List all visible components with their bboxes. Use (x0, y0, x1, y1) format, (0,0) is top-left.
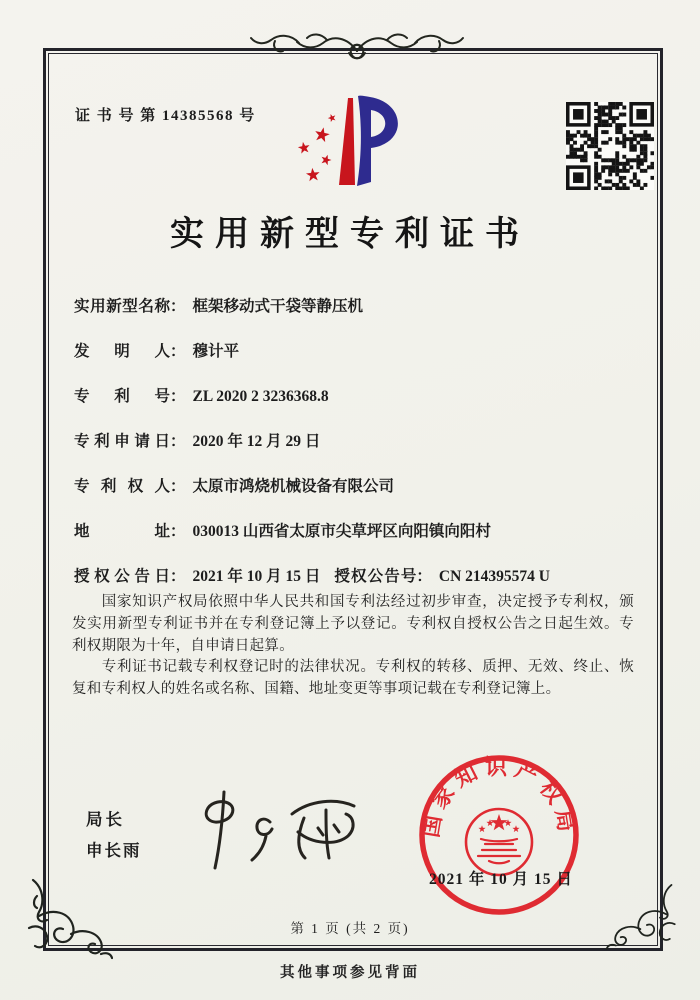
field-list (74, 294, 630, 609)
field-grant-date (74, 564, 320, 586)
field-label: 授权公告号 (334, 568, 417, 585)
field-colon: ： (170, 343, 186, 360)
field-row-patentee (74, 474, 630, 494)
certificate-title: 实用新型专利证书 (170, 216, 530, 253)
field-label: 地 址 (74, 523, 170, 540)
legal-paragraph-1: 国家知识产权局依照中华人民共和国专利法经过初步审查，决定授予专利权，颁发实用新型专利证书并在专利登记簿上予以登记。专利权自授权公告之日起生效。专利权期限为十年，自申请日起算。 (72, 594, 634, 654)
field-value: 太原市鸿烧机械设备有限公司 (192, 478, 395, 495)
field-label: 专 利 权 人 (74, 478, 170, 495)
field-colon: ： (170, 433, 186, 450)
field-value: 穆计平 (192, 343, 240, 360)
field-value: 2020 年 12 月 29 日 (192, 433, 321, 450)
field-colon: ： (170, 523, 186, 540)
field-colon: ： (170, 298, 186, 315)
field-label: 授权公告日 (74, 568, 170, 585)
field-label: 专 利 号 (74, 388, 170, 405)
page-number: 第 1 页 (共 2 页) (290, 921, 410, 936)
legal-text (72, 592, 634, 701)
field-grant-number (334, 564, 550, 586)
field-row-grant (74, 564, 630, 584)
official-signature-icon (186, 784, 376, 876)
field-colon: ： (416, 568, 432, 585)
field-value: CN 214395574 U (438, 568, 551, 585)
cnipa-official-seal (414, 750, 584, 920)
seal-text: 国家知识产权局 (417, 754, 581, 840)
field-label: 实用新型名称 (74, 298, 170, 315)
qr-code (566, 102, 654, 190)
field-value: ZL 2020 2 3236368.8 (192, 388, 329, 405)
field-value: 030013 山西省太原市尖草坪区向阳镇向阳村 (192, 523, 491, 540)
field-row-inventor (74, 339, 630, 359)
official-name: 申长雨 (86, 841, 142, 860)
field-row-filing-date (74, 429, 630, 449)
field-row-patent-name (74, 294, 630, 314)
field-value: 2021 年 10 月 15 日 (192, 568, 321, 585)
top-flourish-ornament-icon (249, 27, 465, 69)
seal-date: 2021 年 10 月 15 日 (429, 871, 573, 888)
field-colon: ： (170, 478, 186, 495)
field-colon: ： (170, 388, 186, 405)
field-label: 发 明 人 (74, 343, 170, 360)
national-emblem-icon (466, 809, 532, 875)
certificate-number: 证 书 号 第 14385568 号 (75, 108, 256, 124)
field-colon: ： (170, 568, 186, 585)
field-value: 框架移动式干袋等静压机 (192, 298, 364, 315)
cnipa-logo-icon (286, 90, 418, 192)
field-row-patent-number (74, 384, 630, 404)
official-title: 局长 (86, 810, 125, 829)
field-label: 专利申请日 (74, 433, 170, 450)
bottom-right-flourish-ornament-icon (606, 870, 678, 962)
legal-paragraph-2: 专利证书记载专利权登记时的法律状况。专利权的转移、质押、无效、终止、恢复和专利权人的姓名或名称、国籍、地址变更等事项记载在专利登记簿上。 (72, 659, 634, 698)
field-row-address (74, 519, 630, 539)
back-side-note: 其他事项参见背面 (280, 965, 420, 981)
